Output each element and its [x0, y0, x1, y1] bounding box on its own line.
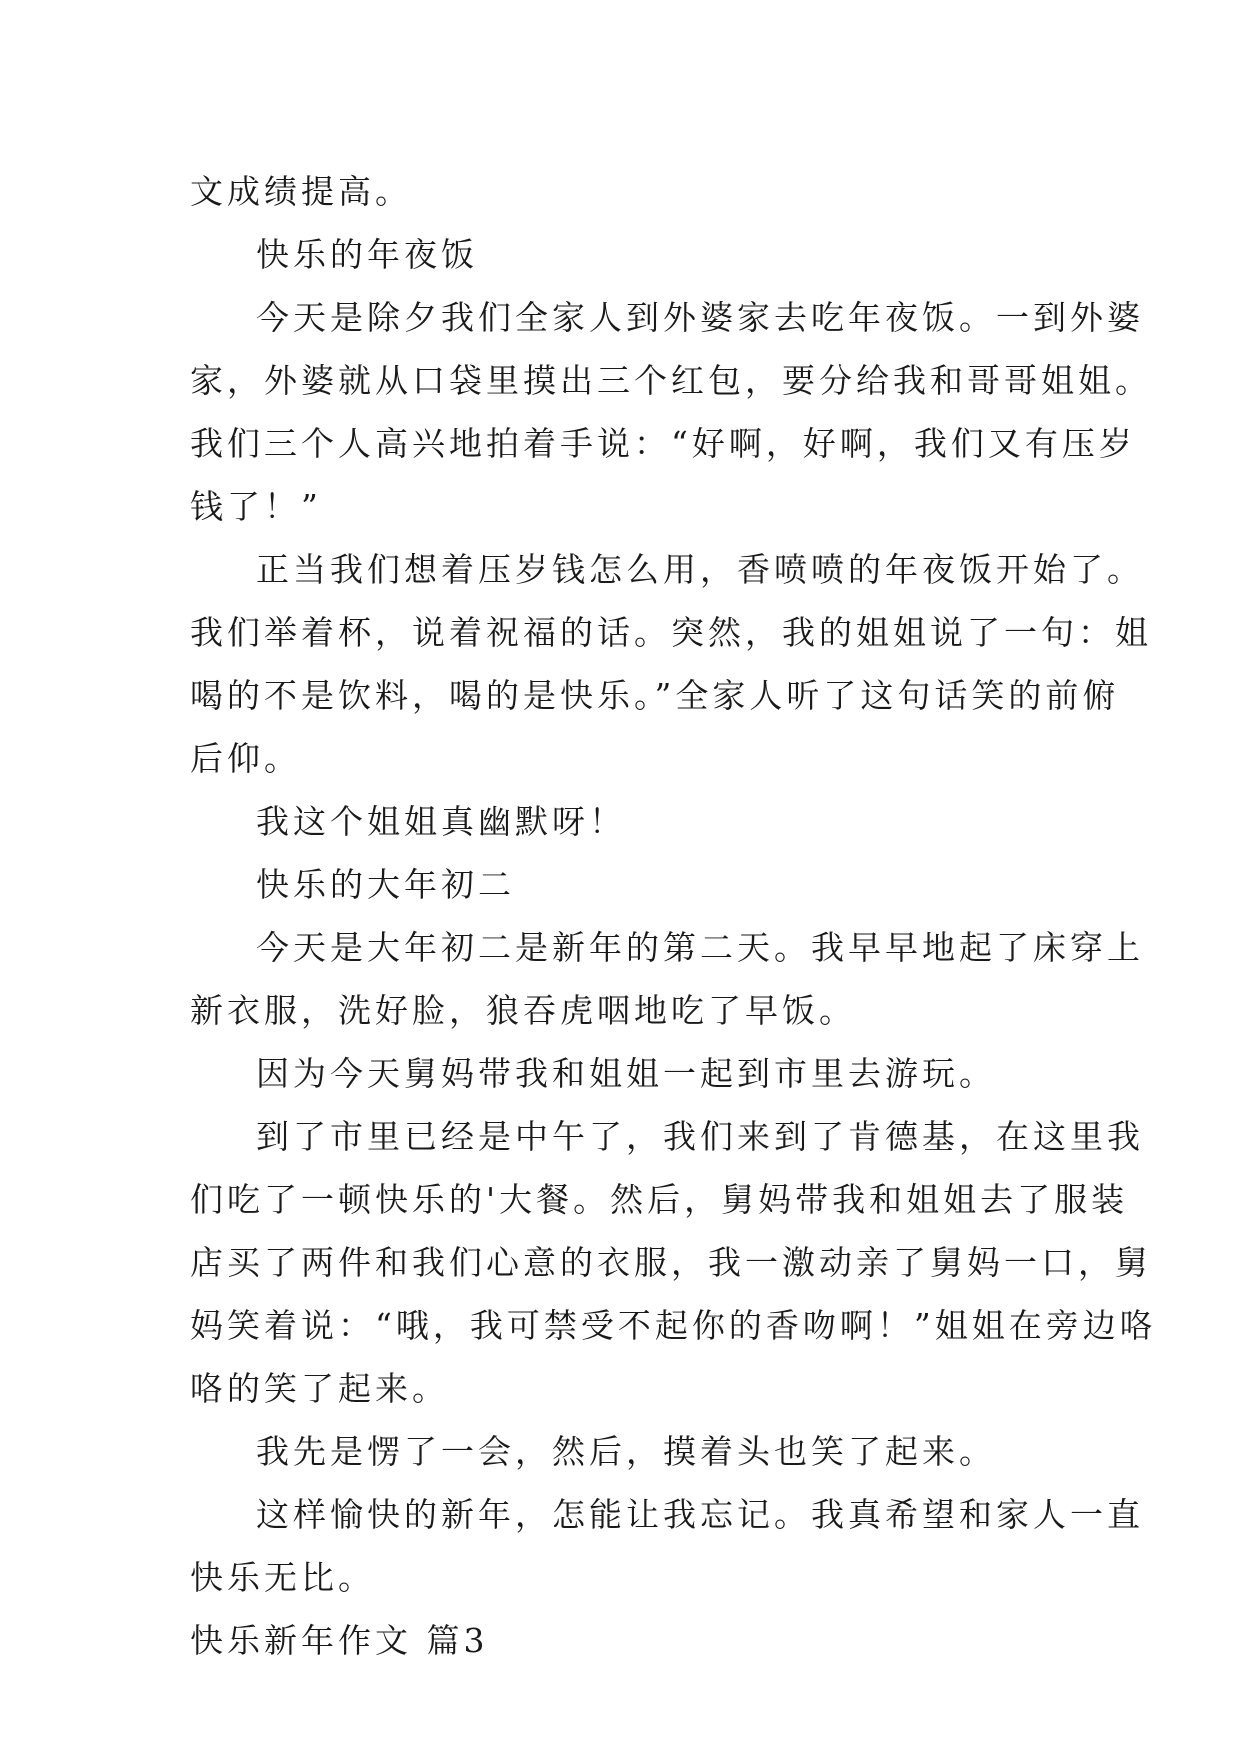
- paragraph-line: 今天是除夕我们全家人到外婆家去吃年夜饭。一到外婆: [256, 298, 1144, 337]
- paragraph-line: 正当我们想着压岁钱怎么用，香喷喷的年夜饭开始了。: [256, 550, 1144, 589]
- paragraph-line: 这样愉快的新年，怎能让我忘记。我真希望和家人一直: [256, 1495, 1144, 1534]
- paragraph-line: 我们三个人高兴地拍着手说：“好啊，好啊，我们又有压岁: [190, 424, 1136, 463]
- section-heading: 快乐的年夜饭: [256, 235, 478, 274]
- paragraph-line: 家，外婆就从口袋里摸出三个红包，要分给我和哥哥姐姐。: [190, 361, 1152, 400]
- paragraph-line: 今天是大年初二是新年的第二天。我早早地起了床穿上: [256, 928, 1144, 967]
- paragraph-line: 后仰。: [190, 739, 301, 778]
- section-heading: 快乐的大年初二: [256, 865, 515, 904]
- paragraph-line: 我们举着杯，说着祝福的话。突然，我的姐姐说了一句：姐: [190, 613, 1152, 652]
- paragraph-line: 新衣服，洗好脸，狼吞虎咽地吃了早饭。: [190, 991, 856, 1030]
- article-title: 快乐新年作文 篇3: [190, 1621, 489, 1660]
- paragraph-line: 文成绩提高。: [190, 172, 412, 211]
- paragraph-line: 咯的笑了起来。: [190, 1369, 449, 1408]
- paragraph-line: 们吃了一顿快乐的'大餐。然后，舅妈带我和姐姐去了服装: [190, 1180, 1129, 1219]
- paragraph-line: 因为今天舅妈带我和姐姐一起到市里去游玩。: [256, 1054, 996, 1093]
- paragraph-line: 我这个姐姐真幽默呀！: [256, 802, 626, 841]
- paragraph-line: 我先是愣了一会，然后，摸着头也笑了起来。: [256, 1432, 996, 1471]
- paragraph-line: 喝的不是饮料，喝的是快乐。”全家人听了这句话笑的前俯: [190, 676, 1120, 715]
- paragraph-line: 快乐无比。: [190, 1558, 375, 1597]
- paragraph-line: 妈笑着说：“哦，我可禁受不起你的香吻啊！”姐姐在旁边咯: [190, 1306, 1157, 1345]
- document-body: [190, 160, 1157, 1672]
- paragraph-line: 到了市里已经是中午了，我们来到了肯德基，在这里我: [256, 1117, 1144, 1156]
- paragraph-line: 店买了两件和我们心意的衣服，我一激动亲了舅妈一口，舅: [190, 1243, 1152, 1282]
- paragraph-line: 钱了！”: [190, 487, 322, 526]
